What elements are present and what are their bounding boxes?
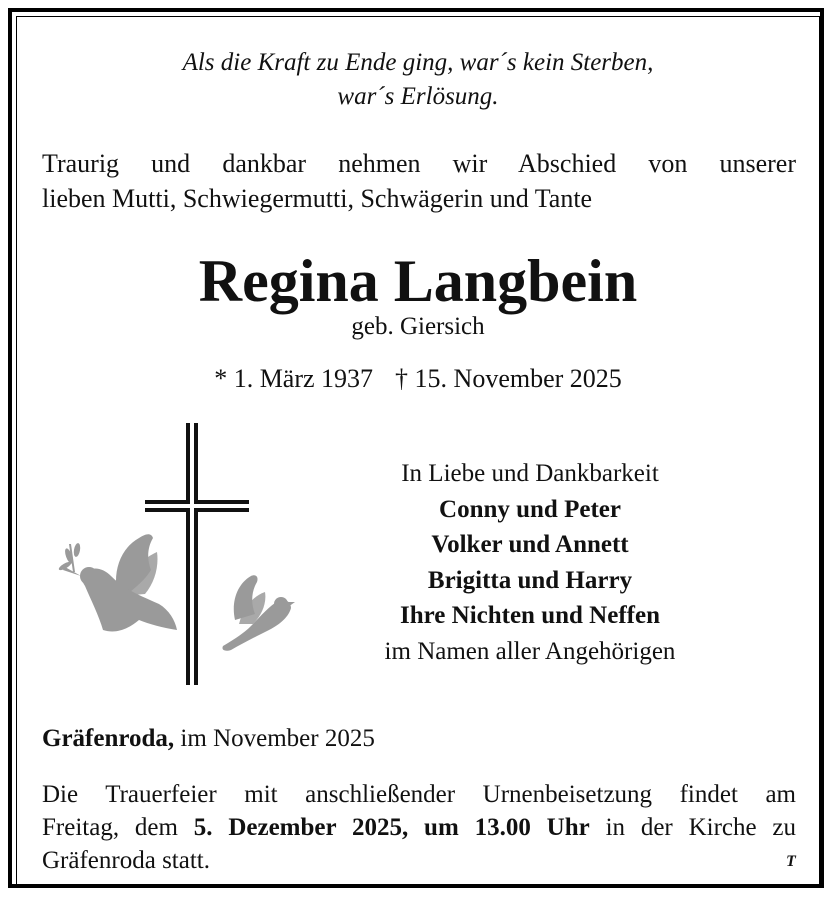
death-date: † 15. November 2025: [395, 364, 622, 393]
notice-date: im November 2025: [180, 725, 375, 752]
mourners-block: [330, 456, 730, 669]
town: Gräfenroda,: [42, 725, 175, 752]
life-dates: [0, 362, 836, 396]
mourner-name: Brigitta und Harry: [427, 566, 633, 594]
motto-line-1: Als die Kraft zu Ende ging, war´s kein Sterben,: [182, 49, 654, 76]
service-line-3: Gräfenroda statt.: [42, 847, 210, 874]
service-line-2: [42, 811, 796, 844]
mourner-name: Ihre Nichten und Neffen: [400, 602, 660, 629]
mourner-name: Volker und Annett: [431, 531, 629, 558]
intro-line-2: lieben Mutti, Schwiegermutti, Schwägerin und Tante: [42, 184, 593, 213]
service-datetime: 5. Dezember 2025, um 13.00 Uhr: [193, 814, 590, 841]
motto-verse: [0, 46, 836, 114]
dove-icon: [58, 534, 177, 631]
mourners-intro: In Liebe und Dankbarkeit: [401, 460, 659, 487]
intro-text: [42, 146, 796, 216]
maiden-name: geb. Giersich: [351, 313, 485, 340]
deceased-name: Regina Langbein: [198, 248, 638, 314]
intro-line-1: Traurig und dankbar nehmen wir Abschied von unserer: [42, 149, 796, 178]
publisher-mark: T: [786, 853, 796, 870]
mourners-closing: im Namen aller Angehörigen: [384, 637, 676, 665]
dove-icon: [222, 575, 295, 651]
mourner-name: Conny und Peter: [439, 495, 621, 523]
birth-date: * 1. März 1937: [214, 364, 374, 393]
place-date: [42, 722, 375, 756]
service-suffix: in der Kirche zu: [605, 814, 797, 841]
service-prefix: Freitag, dem: [42, 814, 178, 841]
service-info: [42, 778, 796, 877]
service-line-1: Die Trauerfeier mit anschließender Urnenbeisetzung findet am: [42, 781, 796, 808]
motto-line-2: war´s Erlösung.: [337, 83, 499, 110]
memorial-symbol: [55, 420, 305, 690]
